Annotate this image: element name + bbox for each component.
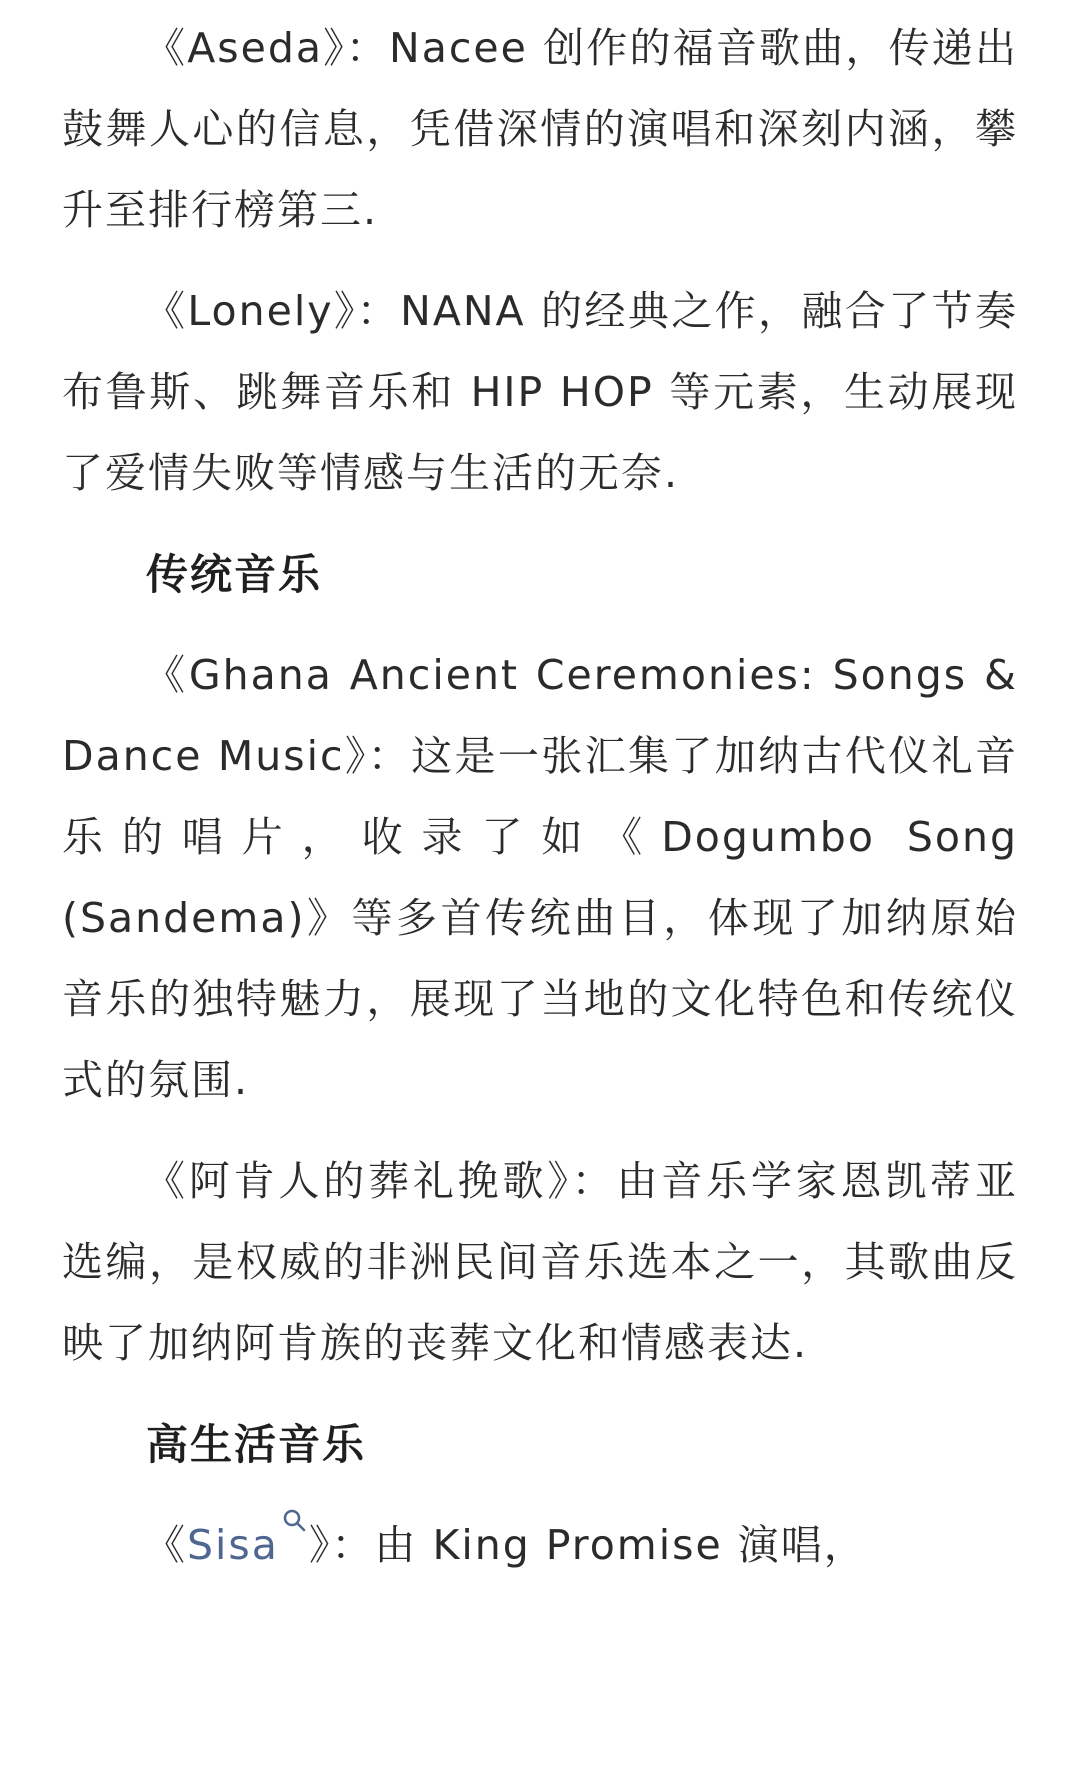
paragraph-sisa-rest: 》：由 King Promise 演唱，: [308, 1521, 867, 1569]
paragraph-ghana-ancient-ceremonies: 《Ghana Ancient Ceremonies: Songs & Dance Music》：这是一张汇集了加纳古代仪礼音乐的唱片，收录了如《Dogumbo Song (Sandema)》等多首传统曲目，体现了加纳原始音乐的独特魅力，展现了当地的文化特色和传统仪式的氛围.: [62, 651, 1018, 1104]
paragraph-aseda: 《Aseda》：Nacee 创作的福音歌曲，传递出鼓舞人心的信息，凭借深情的演唱和深刻内涵，攀升至排行榜第三.: [62, 24, 1018, 234]
paragraph-akan-funeral-dirges: 《阿肯人的葬礼挽歌》：由音乐学家恩凯蒂亚选编，是权威的非洲民间音乐选本之一，其歌曲反映了加纳阿肯族的丧葬文化和情感表达.: [62, 1157, 1018, 1367]
search-icon[interactable]: [281, 1507, 307, 1533]
bracket-open: 《: [144, 1521, 187, 1569]
paragraph-lonely: 《Lonely》：NANA 的经典之作，融合了节奏布鲁斯、跳舞音乐和 HIP HOP 等元素，生动展现了爱情失败等情感与生活的无奈.: [62, 287, 1018, 497]
sisa-search-link[interactable]: Sisa: [187, 1521, 279, 1569]
article-body: [62, 8, 1018, 1606]
section-heading-highlife: 高生活音乐: [146, 1420, 367, 1469]
section-heading-traditional: 传统音乐: [146, 550, 323, 599]
paragraph-sisa: [62, 1505, 1018, 1586]
